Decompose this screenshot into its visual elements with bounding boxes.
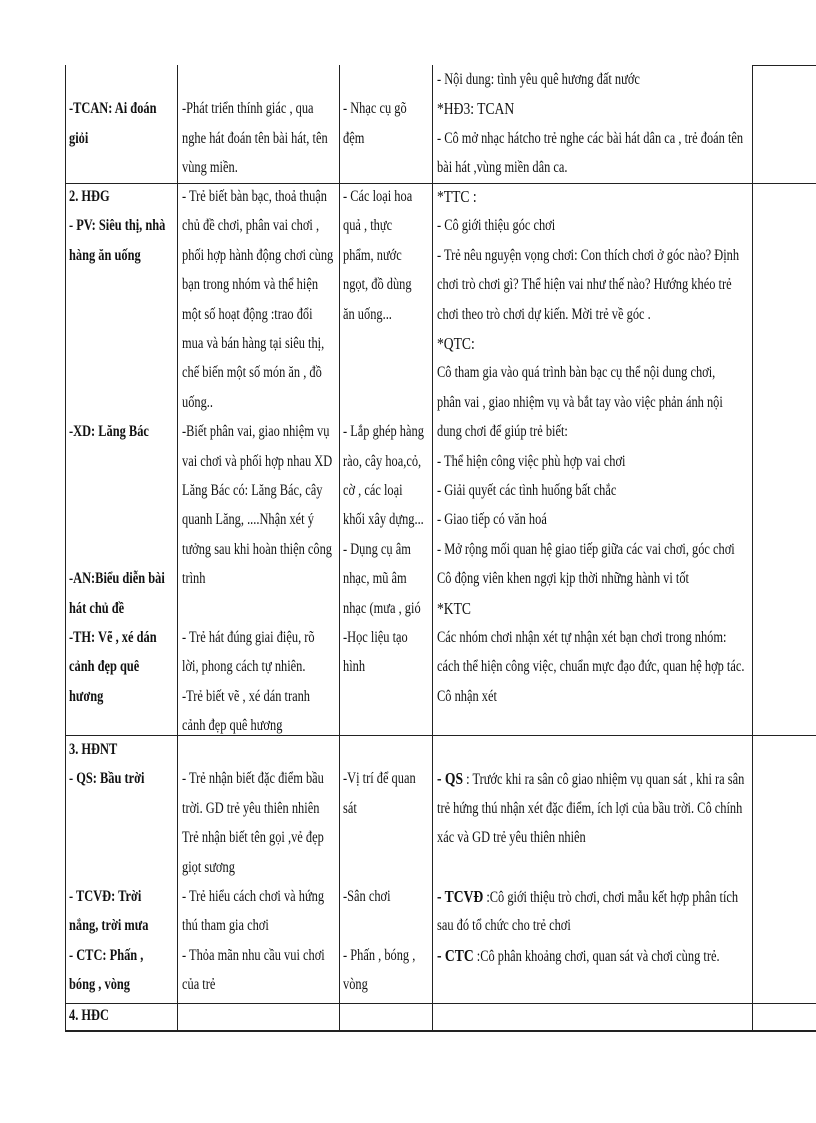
cell-line: hình	[343, 658, 366, 676]
cell-line: quả , thực	[343, 217, 393, 235]
cell-line: -Biết phân vai, giao nhiệm vụ	[182, 423, 330, 441]
cell-line: - Trẻ nhận biết đặc điểm bầu	[182, 770, 324, 788]
line-text: : Trước khi ra sân cô giao nhiệm vụ quan sát , khi ra sân	[463, 771, 745, 789]
cell-line	[437, 887, 738, 907]
cell-line: chế biến một số món ăn , đồ	[182, 364, 322, 382]
cell-line: giọt sương	[182, 858, 235, 876]
cell-line: hương	[69, 687, 104, 705]
cell-line: tưởng sau khi hoàn thiện công	[182, 540, 332, 558]
cell-line: đệm	[343, 129, 365, 147]
cell-line: - Giao tiếp có văn hoá	[437, 511, 547, 529]
cell-line: -TCAN: Ai đoán	[69, 100, 157, 118]
row-divider	[65, 735, 816, 736]
cell-line: *HĐ3: TCAN	[437, 99, 515, 119]
cell-line: chủ đề chơi, phân vai chơi ,	[182, 217, 320, 235]
cell-line: *TTC :	[437, 187, 477, 206]
cell-line: - TCVĐ: Trời	[69, 888, 142, 905]
row-divider	[65, 1003, 816, 1004]
cell-line: -Vị trí để quan	[343, 770, 416, 788]
column-divider	[177, 65, 178, 1031]
row-divider	[65, 183, 816, 184]
row-divider	[65, 1030, 816, 1032]
cell-line: - Cô giới thiệu góc chơi	[437, 217, 556, 235]
cell-line: ăn uống...	[343, 305, 392, 323]
cell-line: mua và bán hàng tại siêu thị,	[182, 335, 325, 352]
cell-line: chơi trò chơi gì? Thể hiện vai như thế nào? Hướng khéo trẻ	[437, 276, 732, 294]
cell-line: - PV: Siêu thị, nhà	[69, 217, 166, 235]
cell-line: Lăng Bác có: Lăng Bác, cây	[182, 482, 323, 499]
bold-label: - QS	[437, 769, 464, 789]
cell-line: - Giải quyết các tình huống bất chắc	[437, 482, 617, 499]
cell-line: - Các loại hoa	[343, 188, 413, 205]
cell-line: 3. HĐNT	[69, 741, 118, 758]
cell-line: - Trẻ hiểu cách chơi và hứng	[182, 888, 325, 905]
cell-line: - Trẻ nêu nguyện vọng chơi: Con thích chơi ở góc nào? Định	[437, 246, 740, 264]
cell-line: -Sân chơi	[343, 888, 391, 905]
cell-line: uống..	[182, 393, 213, 411]
cell-line: chơi theo trò chơi dự kiến. Mời trẻ về góc .	[437, 305, 651, 323]
cell-line: phân vai , giao nhiệm vụ và bắt tay vào việc phản ánh nội	[437, 393, 723, 411]
cell-line: bạn trong nhóm và thể hiện	[182, 276, 319, 294]
cell-line: - Nhạc cụ gõ	[343, 100, 407, 118]
cell-line: sau đó tổ chức cho trẻ chơi	[437, 917, 571, 935]
cell-line: lời, phong cách tự nhiên.	[182, 658, 306, 676]
cell-line: hát chủ đề	[69, 599, 125, 617]
cell-line	[437, 769, 744, 789]
cell-line: - Trẻ hát đúng giai điệu, rõ	[182, 629, 315, 646]
cell-line: - Dụng cụ âm	[343, 540, 411, 558]
column-divider	[65, 65, 66, 1031]
cell-line: cách thể hiện công việc, chuẩn mực đạo đức, quan hệ hợp tác.	[437, 658, 745, 676]
cell-line: phẩm, nước	[343, 246, 402, 264]
cell-line: cờ , các loại	[343, 482, 403, 499]
cell-line: cảnh đẹp quê hương	[182, 717, 283, 735]
cell-line: 4. HĐC	[69, 1007, 109, 1024]
cell-line: của trẻ	[182, 976, 216, 994]
cell-line: nhạc (mưa , gió	[343, 599, 421, 617]
line-text: :Cô phân khoảng chơi, quan sát và chơi cùng trẻ.	[473, 947, 720, 965]
column-divider	[752, 65, 753, 1031]
cell-line: Trẻ nhận biết tên gọi ,vẻ đẹp	[182, 829, 324, 847]
cell-line: thú tham gia chơi	[182, 917, 269, 935]
cell-line: -AN:Biểu diễn bài	[69, 570, 165, 588]
cell-line: 2. HĐG	[69, 188, 110, 205]
cell-line: trình	[182, 570, 206, 588]
bold-label: - CTC	[437, 945, 474, 965]
cell-line: phối hợp hành động chơi cùng	[182, 246, 334, 264]
row-divider	[752, 65, 816, 66]
cell-line	[437, 946, 720, 966]
cell-line: -Trẻ biết vẽ , xé dán tranh	[182, 687, 310, 705]
cell-line: - QS: Bầu trời	[69, 770, 145, 788]
cell-line: bài hát ,vùng miền dân ca.	[437, 159, 568, 177]
column-divider	[339, 65, 340, 1031]
cell-line: Cô nhận xét	[437, 687, 497, 705]
cell-line: - Lắp ghép hàng	[343, 423, 424, 441]
cell-line: một số hoạt động :trao đổi	[182, 305, 313, 323]
cell-line: - Thỏa mãn nhu cầu vui chơi	[182, 946, 325, 964]
cell-line: khối xây dựng...	[343, 511, 424, 529]
cell-line: hàng ăn uống	[69, 246, 141, 264]
column-divider	[432, 65, 433, 1031]
cell-line: vòng	[343, 976, 368, 994]
cell-line: nhạc, mũ âm	[343, 570, 407, 588]
cell-line: - CTC: Phấn ,	[69, 946, 144, 964]
cell-line: giỏi	[69, 129, 89, 147]
cell-line: ngọt, đồ dùng	[343, 276, 412, 294]
cell-line: - Mở rộng mối quan hệ giao tiếp giữa các vai chơi, góc chơi	[437, 540, 735, 558]
cell-line: - Cô mở nhạc hátcho trẻ nghe các bài hát dân ca , trẻ đoán tên	[437, 129, 744, 147]
cell-line: Cô động viên khen ngợi kịp thời những hành vi tốt	[437, 570, 689, 588]
cell-line: -XD: Lăng Bác	[69, 423, 149, 441]
line-text: :Cô giới thiệu trò chơi, chơi mẫu kết hợp phân tích	[483, 889, 739, 906]
cell-line: - Nội dung: tình yêu quê hương đất nước	[437, 71, 640, 88]
cell-line: -Phát triển thính giác , qua	[182, 100, 314, 118]
cell-line: Các nhóm chơi nhận xét tự nhận xét bạn chơi trong nhóm:	[437, 629, 727, 646]
cell-line: sát	[343, 799, 357, 817]
cell-line: bóng , vòng	[69, 976, 130, 994]
cell-line: cảnh đẹp quê	[69, 658, 140, 676]
cell-line: -TH: Vẽ , xé dán	[69, 629, 157, 646]
cell-line: - Trẻ biết bàn bạc, thoả thuận	[182, 188, 327, 205]
cell-line: dung chơi để giúp trẻ biết:	[437, 423, 568, 441]
cell-line: vùng miền.	[182, 159, 238, 177]
cell-line: - Thể hiện công việc phù hợp vai chơi	[437, 452, 626, 470]
cell-line: quanh Lăng, ....Nhận xét ý	[182, 511, 314, 529]
cell-line: nghe hát đoán tên bài hát, tên	[182, 129, 328, 147]
cell-line: trời. GD trẻ yêu thiên nhiên	[182, 799, 320, 817]
cell-line: -Học liệu tạo	[343, 629, 408, 646]
cell-line: rào, cây hoa,cỏ,	[343, 452, 422, 470]
cell-line: Cô tham gia vào quá trình bàn bạc cụ thể nội dung chơi,	[437, 364, 716, 382]
bold-label: - TCVĐ	[437, 887, 484, 906]
cell-line: nắng, trời mưa	[69, 917, 149, 935]
cell-line: - Phấn , bóng ,	[343, 946, 416, 964]
cell-line: trẻ hứng thú nhận xét đặc điểm, ích lợi của bầu trời. Cô chính	[437, 799, 743, 817]
cell-line: xác và GD trẻ yêu thiên nhiên	[437, 829, 586, 847]
cell-line: *QTC:	[437, 334, 475, 353]
cell-line: *KTC	[437, 598, 471, 618]
cell-line: vai chơi và phối hợp nhau XD	[182, 452, 333, 470]
